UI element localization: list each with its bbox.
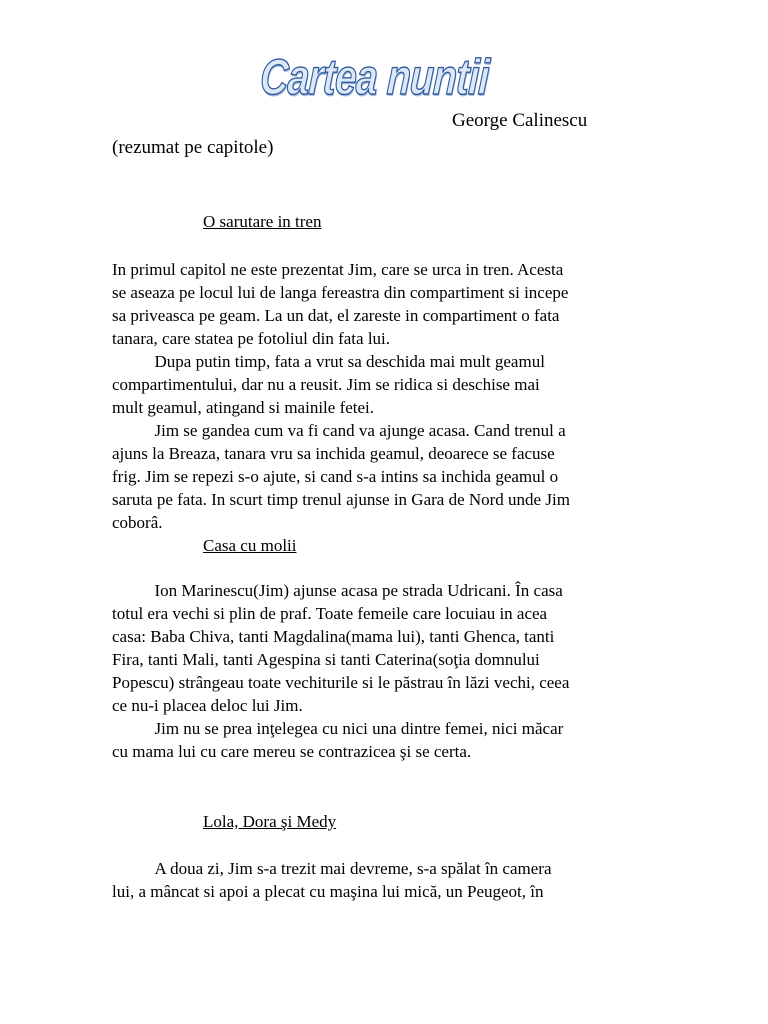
text-line: casa: Baba Chiva, tanti Magdalina(mama lui), tanti Ghenca, tanti	[112, 627, 555, 646]
text-line: Dupa putin timp, fata a vrut sa deschida mai mult geamul	[112, 352, 545, 371]
text-line: coborâ.	[112, 513, 163, 532]
text-line: Jim se gandea cum va fi cand va ajunge acasa. Cand trenul a	[112, 421, 566, 440]
text-line: saruta pe fata. In scurt timp trenul ajunse in Gara de Nord unde Jim	[112, 490, 570, 509]
text-line: In primul capitol ne este prezentat Jim, care se urca in tren. Acesta	[112, 260, 564, 279]
author-name: George Calinescu	[452, 110, 588, 131]
text-line: cu mama lui cu care mereu se contrazicea şi se certa.	[112, 742, 472, 761]
text-line: totul era vechi si plin de praf. Toate femeile care locuiau in acea	[112, 604, 548, 623]
text-line: compartimentului, dar nu a reusit. Jim se ridica si deschise mai	[112, 375, 540, 394]
text-line: sa priveasca pe geam. La un dat, el zareste in compartiment o fata	[112, 306, 560, 325]
text-line: tanara, care statea pe fotoliul din fata lui.	[112, 329, 391, 348]
paragraph	[112, 857, 672, 903]
text-line: Fira, tanti Mali, tanti Agespina si tanti Caterina(soţia domnului	[112, 650, 540, 669]
text-line: ajuns la Breaza, tanara vru sa inchida geamul, deoarece se facuse	[112, 444, 555, 463]
document-subtitle: (rezumat pe capitole)	[112, 137, 274, 158]
text-line: ce nu-i placea deloc lui Jim.	[112, 696, 303, 715]
section-heading-lola-dora-si-medy: Lola, Dora şi Medy	[203, 812, 337, 831]
text-line: lui, a mâncat si apoi a plecat cu maşina lui mică, un Peugeot, în	[112, 882, 544, 901]
section-heading-o-sarutare-in-tren: O sarutare in tren	[203, 212, 322, 231]
paragraph	[112, 258, 672, 534]
text-line: se aseaza pe locul lui de langa fereastra din compartiment si incepe	[112, 283, 569, 302]
text-line: A doua zi, Jim s-a trezit mai devreme, s-a spălat în camera	[112, 859, 552, 878]
text-line: mult geamul, atingand si mainile fetei.	[112, 398, 375, 417]
text-line: Jim nu se prea inţelegea cu nici una dintre femei, nici măcar	[112, 719, 564, 738]
wordart-title: Cartea nuntii	[258, 49, 491, 105]
section-heading-casa-cu-molii: Casa cu molii	[203, 536, 297, 555]
text-line: Ion Marinescu(Jim) ajunse acasa pe strada Udricani. În casa	[112, 581, 563, 600]
paragraph	[112, 579, 672, 763]
text-line: frig. Jim se repezi s-o ajute, si cand s-a intins sa inchida geamul o	[112, 467, 559, 486]
text-line: Popescu) strângeau toate vechiturile si le păstrau în lăzi vechi, ceea	[112, 673, 570, 692]
